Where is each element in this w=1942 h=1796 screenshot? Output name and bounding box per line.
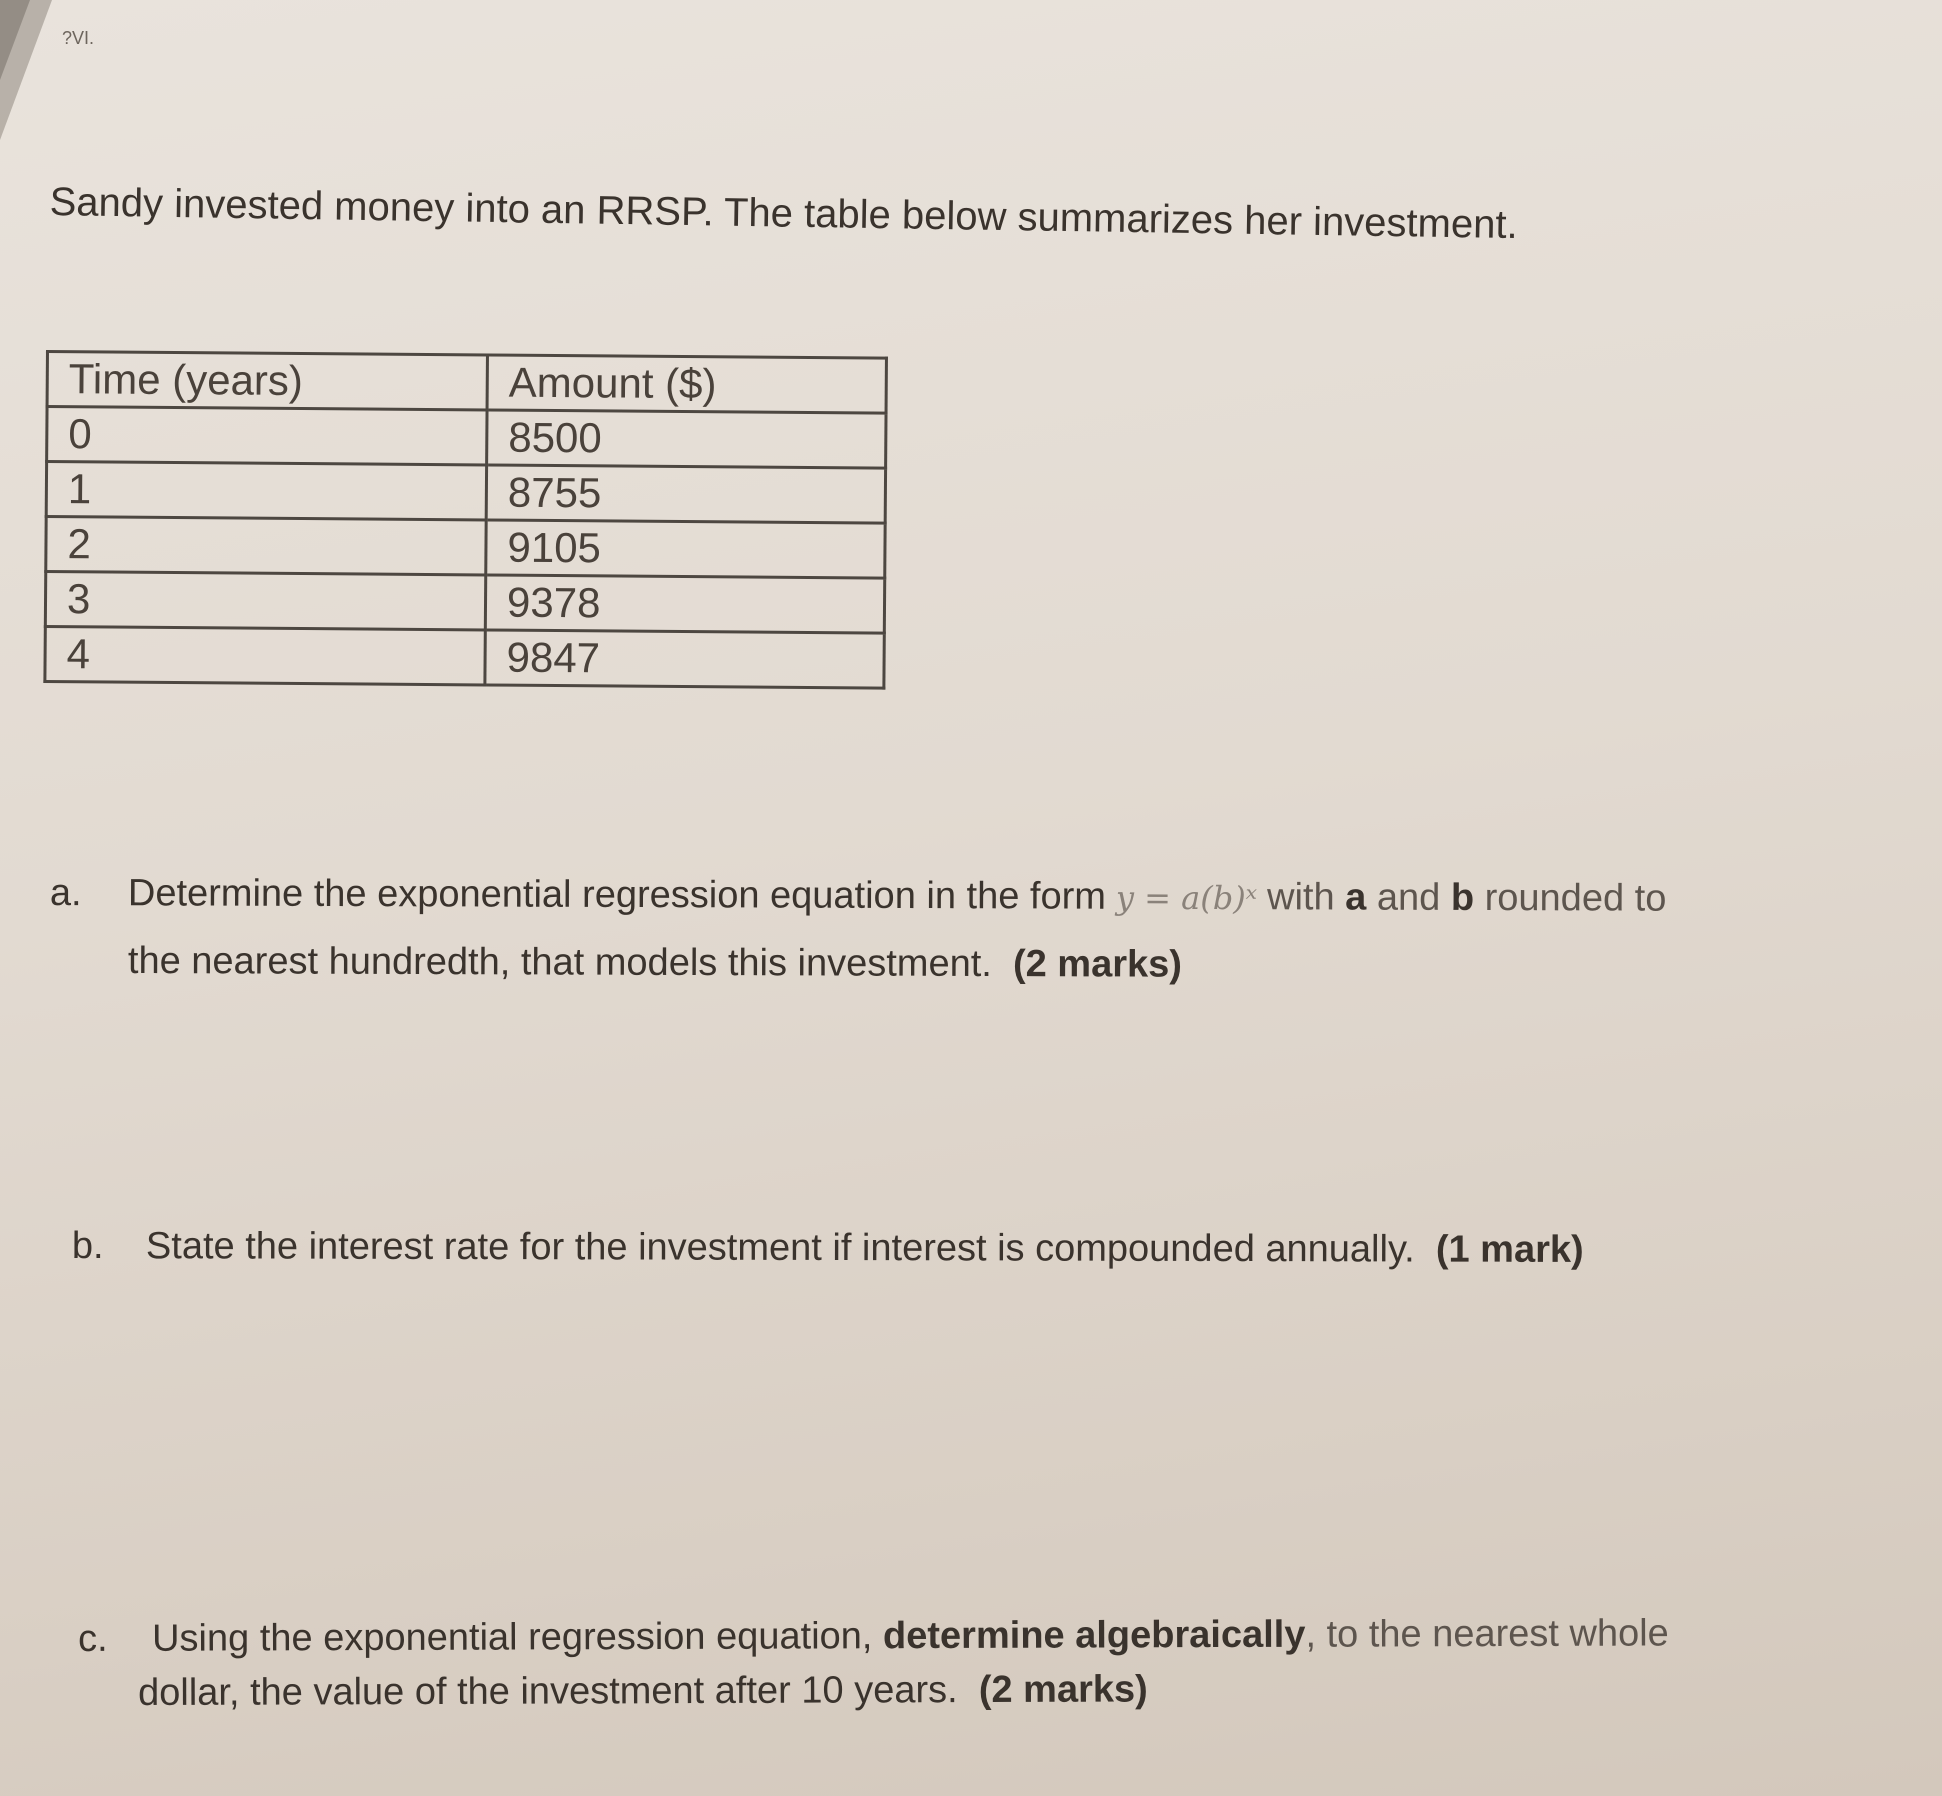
question-a-and: and: [1376, 876, 1441, 919]
question-a: [50, 872, 1667, 921]
cell-amount: 9105: [486, 520, 885, 578]
cell-time: 4: [45, 627, 485, 685]
page-number-mark: ?VI.: [62, 28, 95, 48]
question-a-with: with: [1267, 876, 1335, 919]
table-row: [46, 462, 885, 524]
var-a: a: [1345, 876, 1367, 919]
cell-time: 1: [46, 462, 486, 520]
header-amount: Amount ($): [487, 355, 886, 413]
question-a-line2: [128, 940, 1182, 987]
question-a-text-line2: the nearest hundredth, that models this investment.: [127, 940, 992, 986]
question-a-text: Determine the exponential regression equation in the form: [127, 872, 1107, 918]
cell-time: 3: [45, 572, 485, 630]
regression-formula: y = a(b)ˣ: [1115, 878, 1258, 918]
header-time: Time (years): [47, 352, 487, 410]
question-c-text-after: , to the nearest whole: [1305, 1612, 1669, 1656]
intro-text: Sandy invested money into an RRSP. The table below summarizes her investment.: [49, 180, 1518, 248]
investment-table: [43, 350, 888, 690]
question-c-text-line2: dollar, the value of the investment after 10 years.: [138, 1669, 958, 1714]
question-a-marks: (2 marks): [1012, 943, 1183, 986]
question-b: [72, 1225, 1584, 1272]
cell-amount: 8500: [487, 410, 886, 468]
question-b-label: b.: [71, 1225, 104, 1268]
table-header-row: [47, 352, 886, 414]
cell-time: 2: [46, 517, 486, 575]
question-c-line2: [138, 1668, 1148, 1715]
question-c-label: c.: [78, 1617, 108, 1660]
question-b-text: State the interest rate for the investment if interest is compounded annually.: [145, 1225, 1415, 1271]
cell-time: 0: [47, 407, 487, 465]
cell-amount: 9847: [485, 630, 884, 688]
question-c-bold: determine algebraically: [882, 1613, 1306, 1658]
cell-amount: 9378: [485, 575, 884, 633]
table-row: [45, 572, 884, 634]
cell-amount: 8755: [486, 465, 885, 523]
question-a-rounded: rounded to: [1484, 877, 1667, 920]
question-a-label: a.: [49, 872, 82, 915]
table-row: [46, 517, 885, 579]
table-row: [47, 407, 886, 469]
table-row: [45, 627, 884, 689]
question-b-marks: (1 mark): [1435, 1228, 1584, 1271]
question-c: [78, 1612, 1669, 1661]
question-c-text: Using the exponential regression equation,: [151, 1615, 873, 1660]
var-b: b: [1450, 876, 1475, 919]
folded-corner-shadow: [0, 0, 120, 150]
question-c-marks: (2 marks): [978, 1668, 1148, 1712]
